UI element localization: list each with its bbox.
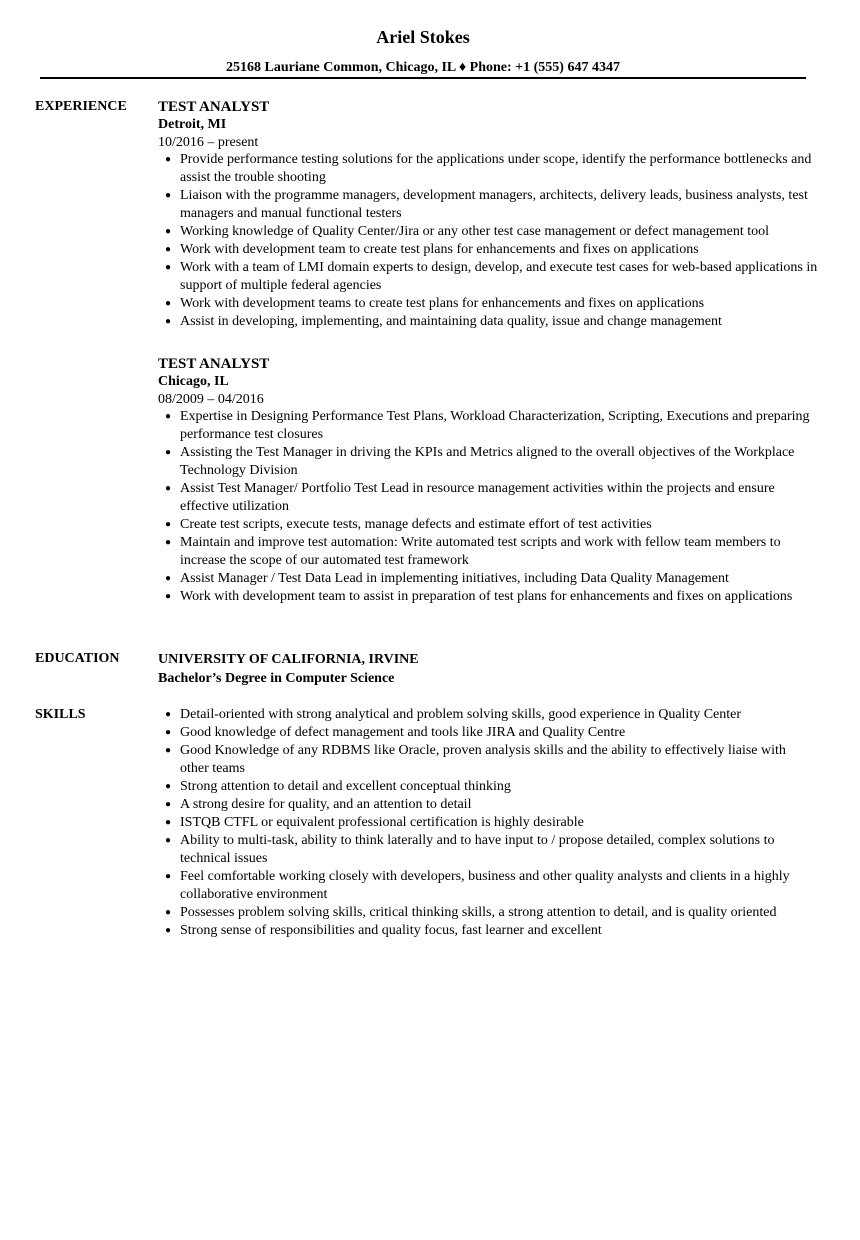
bullet-icon: ● [165,190,172,201]
skills-entry [158,706,818,940]
list-item [158,796,818,814]
bullet-text: Assist in developing, implementing, and maintaining data quality, issue and change management [180,314,722,329]
list-item [158,832,818,868]
bullet-icon: ● [165,447,172,458]
bullet-text: Work with development team to create test plans for enhancements and fixes on applications [180,242,699,257]
bullet-icon: ● [165,817,172,828]
bullet-icon: ● [165,573,172,584]
bullet-text: Expertise in Designing Performance Test Plans, Workload Characterization, Scripting, Executions and preparing performance test closures [180,409,810,442]
job-entry [158,355,818,606]
bullet-text: Liaison with the programme managers, development managers, architects, delivery leads, business analysts, test managers and manual functional testers [180,188,808,221]
skill-text: Possesses problem solving skills, critical thinking skills, a strong attention to detail, and is quality oriented [180,905,777,920]
bullet-text: Maintain and improve test automation: Write automated test scripts and work with fellow team members to increase the scope of our automated test framework [180,535,781,568]
list-item [158,588,818,606]
bullet-icon: ● [165,591,172,602]
list-item [158,534,818,570]
bullet-text: Work with a team of LMI domain experts to design, develop, and execute test cases for web-based applications in support of multiple federal agencies [180,260,818,293]
bullet-icon: ● [165,483,172,494]
bullet-text: Assist Test Manager/ Portfolio Test Lead in resource management activities within the projects and ensure effective utilization [180,481,775,514]
list-item [158,742,818,778]
list-item [158,313,818,331]
list-item [158,904,818,922]
bullet-text: Assist Manager / Test Data Lead in implementing initiatives, including Data Quality Management [180,571,729,586]
job-bullet-list [158,408,818,606]
list-item [158,241,818,259]
skill-text: Good Knowledge of any RDBMS like Oracle, proven analysis skills and the ability to effectively liaise with other teams [180,743,786,776]
bullet-icon: ● [165,316,172,327]
bullet-text: Create test scripts, execute tests, manage defects and estimate effort of test activities [180,517,652,532]
list-item [158,570,818,588]
bullet-icon: ● [165,709,172,720]
education-entry [158,651,818,688]
degree-name: Bachelor’s Degree in Computer Science [158,671,395,686]
list-item [158,480,818,516]
skills-list [158,706,818,940]
skill-text: Strong sense of responsibilities and quality focus, fast learner and excellent [180,923,602,938]
list-item [158,223,818,241]
section-label-skills: SKILLS [35,707,86,722]
bullet-icon: ● [165,907,172,918]
list-item [158,724,818,742]
job-title: TEST ANALYST [158,99,270,115]
skill-text: Ability to multi-task, ability to think laterally and to have input to / propose detailed, complex solutions to technical issues [180,833,775,866]
list-item [158,814,818,832]
header-divider [40,77,806,79]
job-entry [158,98,818,331]
section-label-education: EDUCATION [35,651,120,666]
bullet-text: Work with development team to assist in preparation of test plans for enhancements and fixes on applications [180,589,793,604]
bullet-icon: ● [165,781,172,792]
job-title: TEST ANALYST [158,356,270,372]
list-item [158,295,818,313]
bullet-icon: ● [165,727,172,738]
skill-text: Good knowledge of defect management and tools like JIRA and Quality Centre [180,725,626,740]
bullet-icon: ● [165,154,172,165]
job-location: Chicago, IL [158,374,229,389]
bullet-icon: ● [165,244,172,255]
list-item [158,868,818,904]
contact-line: 25168 Lauriane Common, Chicago, IL ♦ Phone: +1 (555) 647 4347 [226,60,620,75]
bullet-icon: ● [165,519,172,530]
job-dates: 08/2009 – 04/2016 [158,392,264,407]
list-item [158,259,818,295]
list-item [158,922,818,940]
job-dates: 10/2016 – present [158,135,259,150]
bullet-icon: ● [165,925,172,936]
section-label-experience: EXPERIENCE [35,99,127,114]
candidate-name: Ariel Stokes [376,27,470,47]
bullet-icon: ● [165,871,172,882]
job-bullet-list [158,151,818,331]
skill-text: Strong attention to detail and excellent conceptual thinking [180,779,511,794]
skill-text: ISTQB CTFL or equivalent professional certification is highly desirable [180,815,584,830]
bullet-icon: ● [165,745,172,756]
bullet-icon: ● [165,226,172,237]
bullet-icon: ● [165,262,172,273]
skill-text: Detail-oriented with strong analytical and problem solving skills, good experience in Quality Center [180,707,742,722]
bullet-text: Assisting the Test Manager in driving the KPIs and Metrics aligned to the overall objectives of the Workplace Technology Division [180,445,795,478]
bullet-icon: ● [165,799,172,810]
school-name: UNIVERSITY OF CALIFORNIA, IRVINE [158,652,419,667]
list-item [158,706,818,724]
list-item [158,516,818,534]
skill-text: A strong desire for quality, and an attention to detail [180,797,472,812]
skill-text: Feel comfortable working closely with developers, business and other quality analysts and clients in a highly collaborative environment [180,869,790,902]
bullet-text: Work with development teams to create test plans for enhancements and fixes on applications [180,296,705,311]
job-location: Detroit, MI [158,117,227,132]
list-item [158,187,818,223]
bullet-icon: ● [165,298,172,309]
list-item [158,408,818,444]
bullet-text: Working knowledge of Quality Center/Jira or any other test case management or defect management tool [180,224,770,239]
list-item [158,151,818,187]
bullet-text: Provide performance testing solutions for the applications under scope, identify the performance bottlenecks and assist the trouble shooting [180,152,812,185]
list-item [158,444,818,480]
bullet-icon: ● [165,411,172,422]
list-item [158,778,818,796]
bullet-icon: ● [165,835,172,846]
bullet-icon: ● [165,537,172,548]
